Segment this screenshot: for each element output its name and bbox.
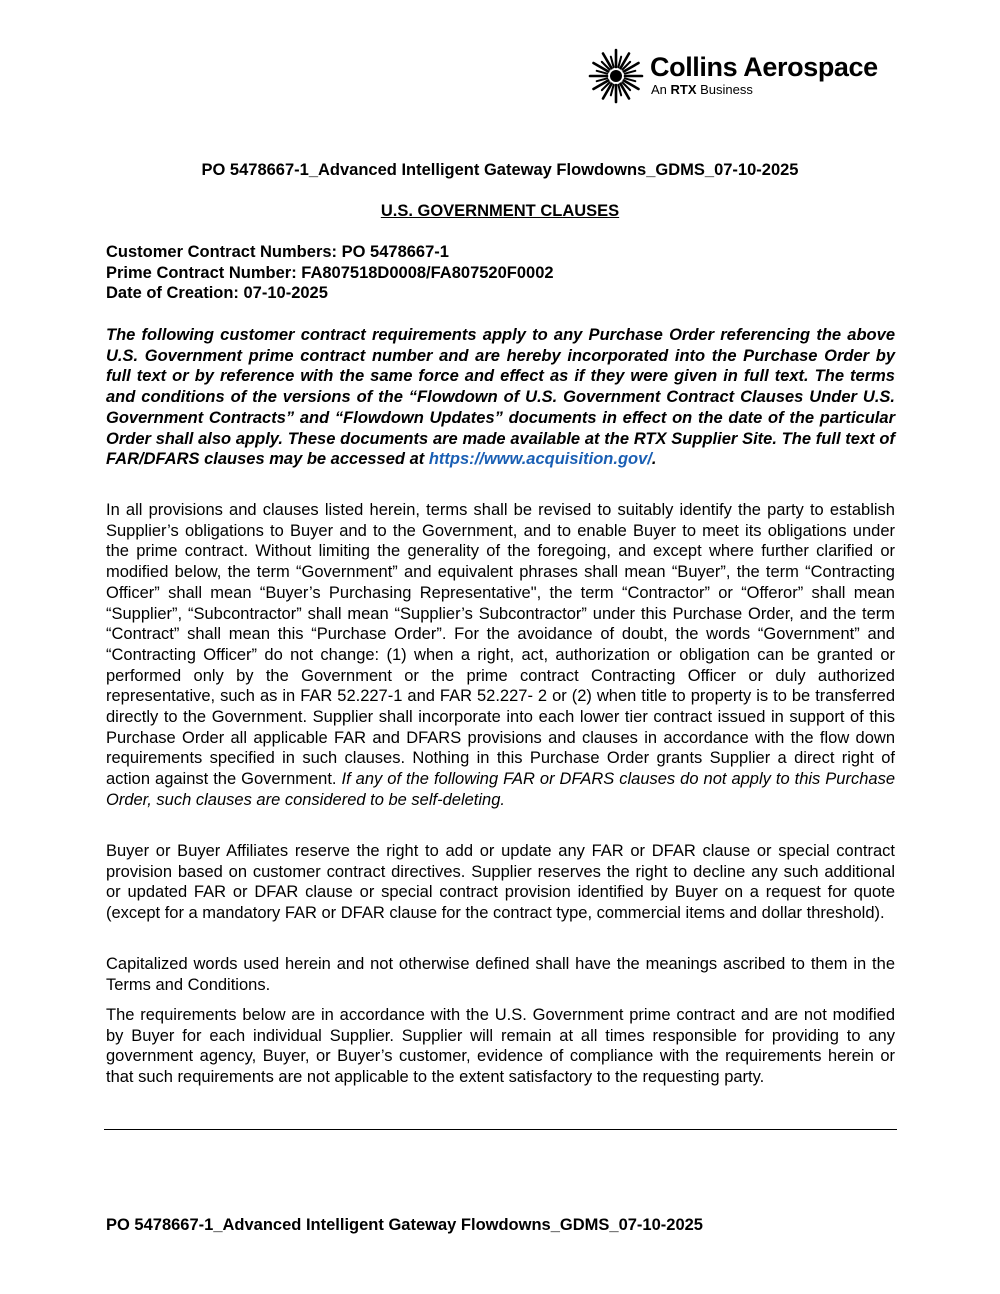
brand-subtitle-rtx: RTX — [670, 82, 697, 97]
intro-paragraph — [106, 325, 895, 470]
footer-divider — [104, 1129, 897, 1130]
buyer-affiliates-paragraph: Buyer or Buyer Affiliates reserve the right to add or update any FAR or DFAR clause or special contract provision based on customer contract directives. Supplier reserves the right to decline any such additional or updated FAR or DFAR clause or special contract provision identified by Buyer on a request for quote (except for a mandatory FAR or DFAR clause for the contract type, commercial items and dollar threshold). — [106, 842, 895, 923]
contract-meta — [106, 242, 906, 304]
collins-sunburst-icon — [588, 48, 644, 104]
document-title: PO 5478667-1_Advanced Intelligent Gateway Flowdowns_GDMS_07-10-2025 — [201, 161, 799, 179]
customer-contract-numbers: Customer Contract Numbers: PO 5478667-1 — [106, 243, 449, 261]
prime-contract-number: Prime Contract Number: FA807518D0008/FA807520F0002 — [106, 263, 554, 282]
capitalized-words-paragraph: Capitalized words used herein and not otherwise defined shall have the meanings ascribed to them in the Terms and Conditions. — [106, 955, 895, 994]
date-of-creation: Date of Creation: 07-10-2025 — [106, 284, 328, 303]
brand-subtitle — [651, 83, 753, 97]
footer-text: PO 5478667-1_Advanced Intelligent Gateway Flowdowns_GDMS_07-10-2025 — [106, 1216, 703, 1234]
terms-revision-paragraph — [106, 500, 895, 811]
requirements-paragraph: The requirements below are in accordance with the U.S. Government prime contract and are not modified by Buyer for each individual Supplier. Supplier will remain at all times responsible for providing to any government agency, Buyer, or Buyer’s customer, evidence of compliance with the requirements herein or that such requirements are not applicable to the extent satisfactory to the requesting party. — [106, 1006, 895, 1087]
intro-end: . — [651, 450, 657, 469]
brand-name: Collins Aerospace — [650, 52, 878, 82]
brand-subtitle-prefix: An — [651, 82, 671, 97]
intro-text: The following customer contract requirements apply to any Purchase Order referencing the above U.S. Government prime contract number and are hereby incorporated into the Purchase Order by full text or by reference with the same force and effect as if they were given in full text. The terms and conditions of the versions of the “Flowdown of U.S. Government Contract Clauses Under U.S. Government Contracts” and “Flowdown Updates” documents in effect on the date of the particular Order shall also apply. These documents are made available at the RTX Supplier Site. The full text of FAR/DFARS clauses may be accessed at — [106, 326, 895, 469]
brand-subtitle-suffix: Business — [696, 82, 753, 97]
self-deleting-note: If any of the following FAR or DFARS clauses do not apply to this Purchase Order, such clauses are considered to be self-deleting. — [106, 770, 895, 809]
terms-revision-text: In all provisions and clauses listed herein, terms shall be revised to suitably identify the party to establish Supplier’s obligations to Buyer and to the Government, and to enable Buyer to meet its obligations under the prime contract. Without limiting the generality of the foregoing, and except where further clarified or modified below, the term “Government” and equivalent phrases shall mean “Buyer”, the term “Contracting Officer” shall mean “Buyer’s Purchasing Representative", the term “Contractor” or “Offeror” shall mean “Supplier”, “Subcontractor” shall mean “Supplier’s Subcontractor” under this Purchase Order, and the term “Contract” shall mean this “Purchase Order”. For the avoidance of doubt, the words “Government” and “Contracting Officer” do not change: (1) when a right, act, authorization or obligation can be granted or performed only by the Government or the prime contract Contracting Officer or duly authorized representative, such as in FAR 52.227-1 and FAR 52.227- 2 or (2) when title to property is to be transferred directly to the Government. Supplier shall incorporate into each lower tier contract issued in support of this Purchase Order all applicable FAR and DFARS provisions and clauses in accordance with the flow down requirements specified in such clauses. Nothing in this Purchase Order grants Supplier a direct right of action against the Government. — [106, 501, 895, 789]
collins-aerospace-logo — [588, 48, 898, 104]
section-title: U.S. GOVERNMENT CLAUSES — [380, 202, 620, 220]
acquisition-gov-link[interactable]: https://www.acquisition.gov/ — [428, 450, 652, 469]
